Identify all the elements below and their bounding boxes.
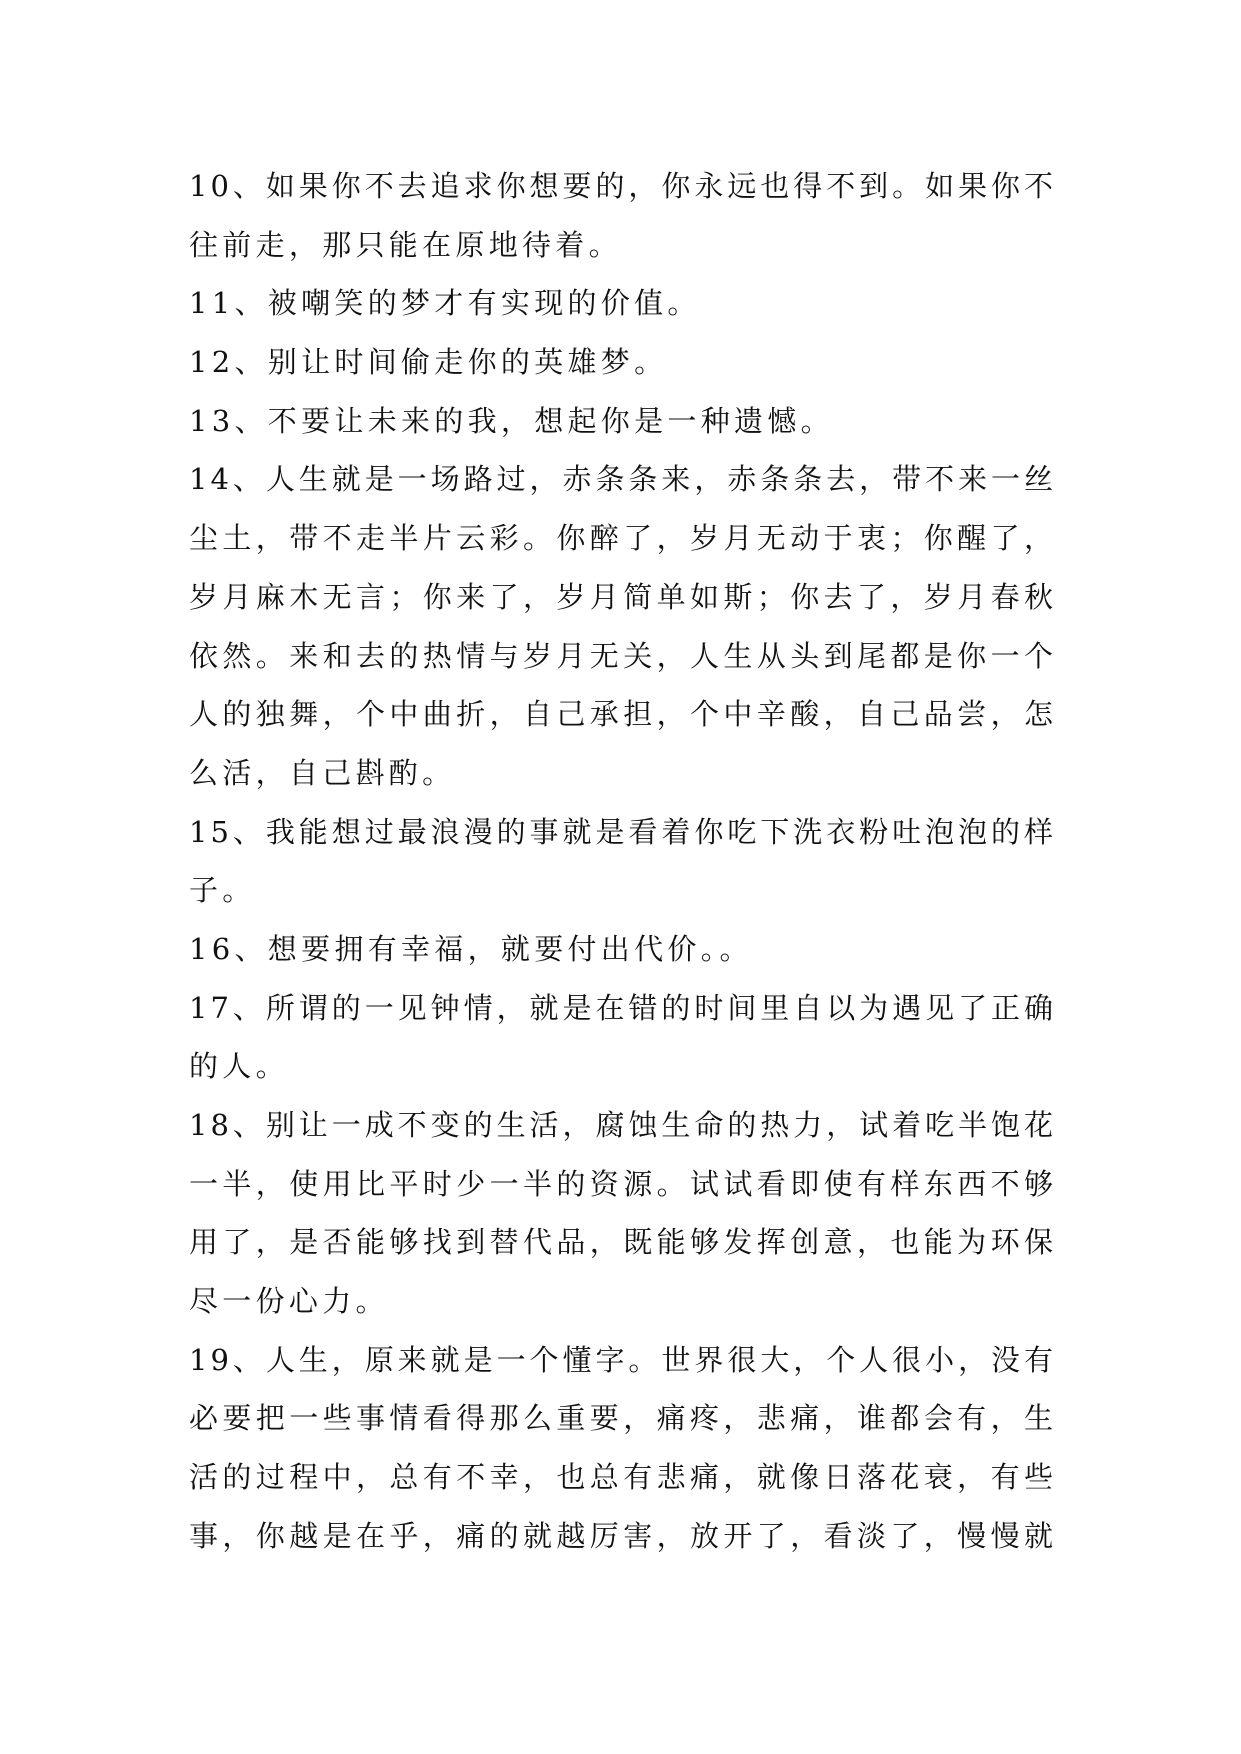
quote-13	[189, 392, 1056, 451]
quote-19	[189, 1331, 1056, 1566]
quote-18	[189, 1096, 1056, 1331]
quote-13-line-1: 13、不要让未来的我，想起你是一种遗憾。	[189, 403, 834, 438]
quote-12	[189, 333, 1056, 392]
quote-18-line-3: 用了，是否能够找到替代品，既能够发挥创意，也能为环保	[189, 1225, 1056, 1260]
quote-16	[189, 920, 1056, 979]
quote-15	[189, 803, 1056, 920]
quote-19-line-4: 事，你越是在乎，痛的就越厉害，放开了，看淡了，慢慢就	[189, 1518, 1056, 1553]
quote-12-line-1: 12、别让时间偷走你的英雄梦。	[189, 345, 668, 380]
quote-10-line-2: 往前走，那只能在原地待着。	[189, 227, 622, 262]
quote-18-line-1: 18、别让一成不变的生活，腐蚀生命的热力，试着吃半饱花	[189, 1108, 1056, 1142]
quote-19-line-3: 活的过程中，总有不幸，也总有悲痛，就像日落花衰，有些	[189, 1460, 1056, 1495]
quote-14-line-3: 岁月麻木无言；你来了，岁月简单如斯；你去了，岁月春秋	[189, 579, 1056, 614]
quote-17-line-2: 的人。	[189, 1049, 289, 1084]
quote-11	[189, 274, 1056, 333]
quote-14-line-4: 依然。来和去的热情与岁月无关，人生从头到尾都是你一个	[189, 638, 1056, 673]
quote-18-line-2: 一半，使用比平时少一半的资源。试试看即使有样东西不够	[189, 1166, 1056, 1201]
quote-14-line-5: 人的独舞，个中曲折，自己承担，个中辛酸，自己品尝，怎	[189, 697, 1056, 732]
quote-14-line-6: 么活，自己斟酌。	[189, 755, 456, 790]
quote-15-line-1: 15、我能想过最浪漫的事就是看着你吃下洗衣粉吐泡泡的样	[189, 814, 1056, 849]
quote-17-line-1: 17、所谓的一见钟情，就是在错的时间里自以为遇见了正确	[189, 990, 1056, 1025]
quote-19-line-1: 19、人生，原来就是一个懂字。世界很大，个人很小，没有	[189, 1342, 1056, 1377]
quote-18-line-4: 尽一份心力。	[189, 1284, 389, 1319]
quote-14	[189, 450, 1056, 802]
quote-10	[189, 157, 1056, 274]
quote-10-line-1: 10、如果你不去追求你想要的，你永远也得不到。如果你不	[189, 169, 1056, 203]
quote-14-line-1: 14、人生就是一场路过，赤条条来，赤条条去，带不来一丝	[189, 462, 1056, 497]
document-body	[189, 157, 1056, 1566]
quote-17	[189, 979, 1056, 1096]
quote-15-line-2: 子。	[189, 873, 256, 908]
quote-16-line-1: 16、想要拥有幸福，就要付出代价。。	[189, 931, 753, 966]
quote-19-line-2: 必要把一些事情看得那么重要，痛疼，悲痛，谁都会有，生	[189, 1401, 1056, 1436]
quote-11-line-1: 11、被嘲笑的梦才有实现的价值。	[189, 286, 701, 321]
quote-14-line-2: 尘土，带不走半片云彩。你醉了，岁月无动于衷；你醒了，	[189, 521, 1056, 556]
